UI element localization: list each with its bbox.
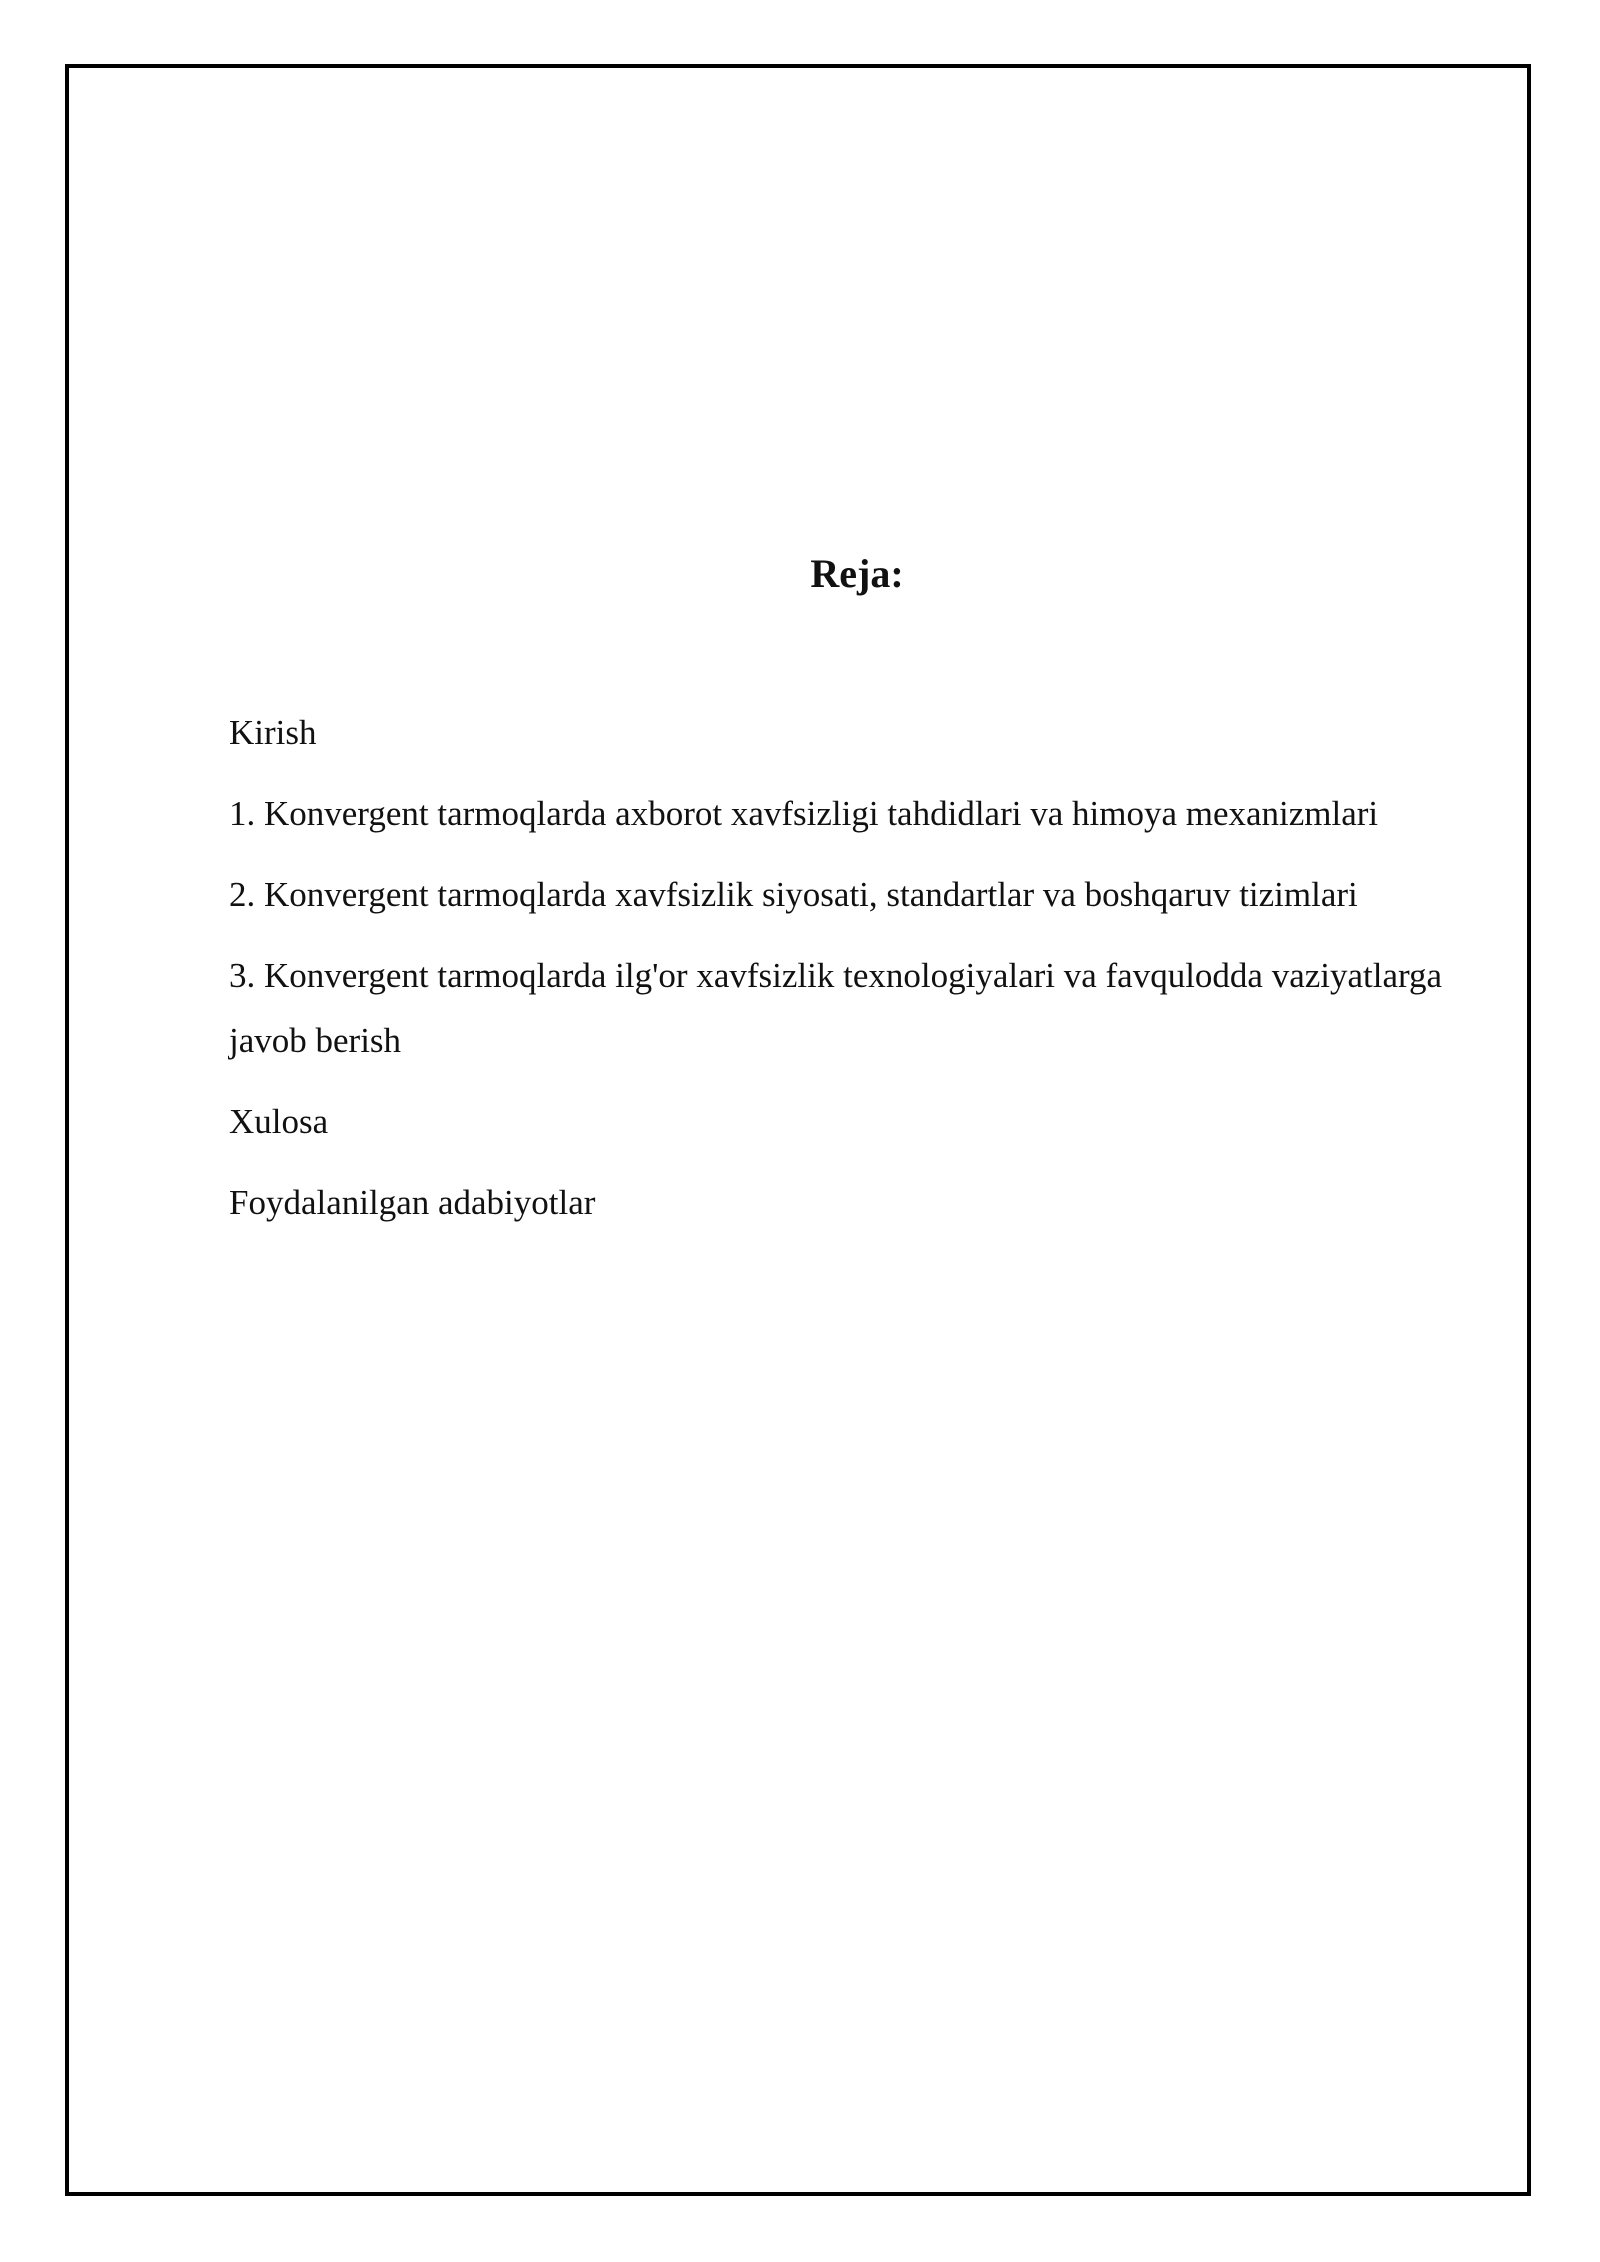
- toc-item-references: Foydalanilgan adabiyotlar: [229, 1183, 596, 1222]
- toc-item-chapter-2: 2. Konvergent tarmoqlarda xavfsizlik siyosati, standartlar va boshqaruv tizimlari: [229, 875, 1358, 914]
- page-title: Reja:: [810, 551, 904, 596]
- toc-item-introduction: Kirish: [229, 713, 317, 752]
- toc-item-chapter-1: 1. Konvergent tarmoqlarda axborot xavfsizligi tahdidlari va himoya mexanizmlari: [229, 794, 1379, 833]
- toc-item-chapter-3: 3. Konvergent tarmoqlarda ilg'or xavfsizlik texnologiyalari va favqulodda vaziyatlarga javob berish: [229, 956, 1443, 1060]
- toc-item-conclusion: Xulosa: [229, 1102, 329, 1141]
- table-of-contents: [229, 700, 1499, 1251]
